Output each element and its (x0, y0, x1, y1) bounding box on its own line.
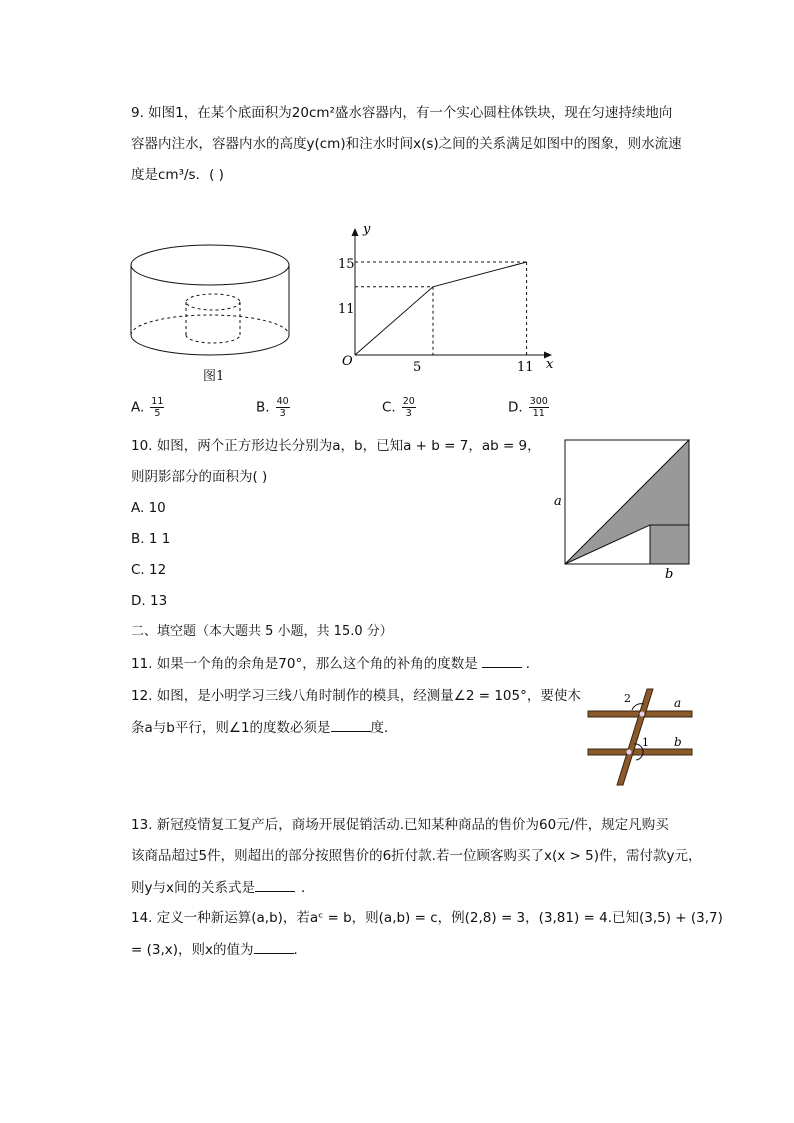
fraction-numerator: 300 (529, 396, 548, 407)
fraction-numerator: 11 (151, 396, 164, 407)
fraction-denominator: 11 (532, 408, 545, 419)
water-height-graph (330, 220, 570, 380)
q11-answer-blank[interactable] (482, 653, 522, 668)
fraction-denominator: 3 (279, 408, 286, 419)
q14-tail: ． (293, 942, 307, 958)
q13-line-3 (131, 877, 314, 898)
x-tick-11: 11 (517, 360, 534, 375)
q12-tail: 度． (370, 720, 398, 736)
label-b: b (665, 567, 674, 582)
y-axis-label: y (363, 222, 371, 237)
q11-period: ． (525, 656, 540, 672)
q13-stem: 则y与x间的关系式是 (131, 880, 255, 896)
q9-option-letter: D. (508, 399, 523, 416)
q11-stem: 11. 如果一个角的余角是70°，那么这个角的补角的度数是 (131, 656, 478, 672)
parallel-lines-figure (586, 686, 696, 786)
q14-stem: = (3,x)，则x的值为 (131, 942, 254, 958)
q9-option-d (508, 396, 549, 419)
q10-line-2: 则阴影部分的面积为( ) (131, 469, 268, 485)
q14-line-2 (131, 939, 307, 960)
fraction-numerator: 40 (276, 396, 289, 407)
q10-line-1: 10. 如图，两个正方形边长分别为a，b，已知a + b = 7，ab = 9， (131, 438, 541, 454)
fraction-denominator: 5 (154, 408, 161, 419)
q13-line-1: 13. 新冠疫情复工复产后，商场开展促销活动.已知某种商品的售价为60元/件，规定凡购买 (131, 817, 669, 833)
q9-option-fraction (150, 396, 164, 419)
q13-line-2: 该商品超过5件，则超出的部分按照售价的6折付款.若一位顾客购买了x(x > 5)件，需付款y元， (131, 848, 702, 864)
section-2-heading: 二、填空题（本大题共 5 小题，共 15.0 分） (131, 624, 393, 639)
x-axis-label: x (546, 357, 554, 372)
q9-line-2: 容器内注水，容器内水的高度y(cm)和注水时间x(s)之间的关系满足如图中的图象，则水流速 (131, 136, 682, 152)
q13-answer-blank[interactable] (255, 877, 295, 892)
y-tick-15: 15 (338, 257, 355, 272)
q14-answer-blank[interactable] (254, 939, 294, 954)
fraction-denominator: 3 (405, 408, 412, 419)
line-a-label: a (674, 696, 682, 710)
q11-text (131, 653, 539, 674)
series-line (355, 262, 527, 355)
q12-line-1: 12. 如图，是小明学习三线八角时制作的模具，经测量∠2 = 105°，要使木 (131, 688, 581, 704)
q9-option-b (256, 396, 290, 419)
x-tick-5: 5 (413, 360, 422, 375)
q10-option-a: A. 10 (131, 500, 166, 516)
q10-option-d: D. 13 (131, 593, 168, 609)
fraction-numerator: 20 (402, 396, 415, 407)
angle-1-label: 1 (642, 736, 649, 749)
q9-option-letter: B. (256, 399, 270, 416)
q12-answer-blank[interactable] (331, 717, 371, 732)
q12-line-2 (131, 717, 398, 738)
q9-option-fraction (402, 396, 416, 419)
q9-option-letter: C. (382, 399, 396, 416)
q10-option-c: C. 12 (131, 562, 167, 578)
q9-option-fraction (529, 396, 549, 419)
squares-figure (550, 435, 700, 585)
angle-2-label: 2 (624, 692, 631, 705)
y-tick-11: 11 (338, 302, 355, 317)
line-b-label: b (674, 735, 682, 749)
q9-option-letter: A. (131, 399, 145, 416)
q9-option-c (382, 396, 416, 419)
q9-line-1: 9. 如图1，在某个底面积为20cm²盛水容器内，有一个实心圆柱体铁块，现在匀速持续地向 (131, 105, 673, 121)
q12-stem: 条a与b平行，则∠1的度数必须是 (131, 720, 331, 736)
origin-label: O (342, 354, 353, 369)
q14-line-1: 14. 定义一种新运算(a,b)，若aᶜ = b，则(a,b) = c，例(2,8) = 3，(3,81) = 4.已知(3,5) + (3,7) (131, 910, 723, 926)
label-a: a (554, 494, 562, 509)
q13-tail: ． (300, 880, 315, 896)
q9-line-3: 度是cm³/s．( ) (131, 167, 224, 183)
q9-option-fraction (276, 396, 290, 419)
figure-1-caption: 图1 (203, 369, 225, 384)
q10-option-b: B. 1 1 (131, 531, 171, 547)
q9-option-a (131, 396, 164, 419)
